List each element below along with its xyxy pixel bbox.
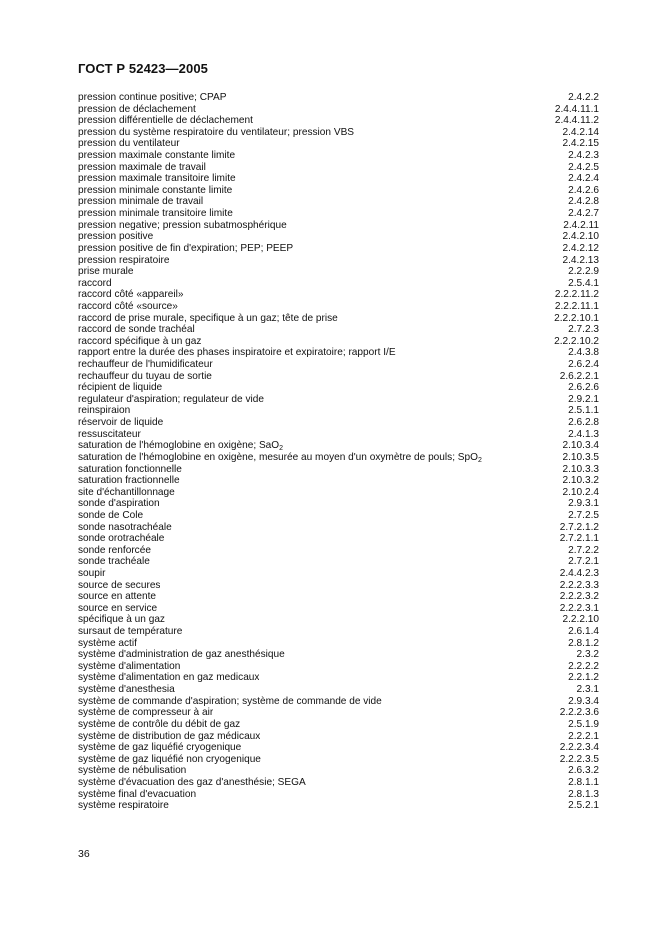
index-entry (78, 359, 599, 371)
index-term-text: prise murale (78, 266, 134, 278)
index-ref: 2.2.2.3.2 (559, 591, 599, 603)
index-ref: 2.8.1.2 (568, 637, 599, 649)
index-ref: 2.5.4.1 (568, 277, 599, 289)
index-entry (78, 672, 599, 684)
index-term (78, 522, 172, 534)
index-term (78, 347, 396, 359)
index-ref: 2.2.2.3.5 (559, 753, 599, 765)
index-entry (78, 800, 599, 812)
index-term (78, 138, 180, 150)
index-term (78, 707, 213, 719)
index-term (78, 487, 175, 499)
index-term (78, 394, 264, 406)
index-entry (78, 266, 599, 278)
index-entry (78, 313, 599, 325)
index-term (78, 162, 206, 174)
index-entry (78, 104, 599, 116)
index-term-text: source de secures (78, 579, 161, 591)
index-term-text: pression continue positive; CPAP (78, 92, 227, 103)
index-entry (78, 173, 599, 185)
index-term-text: saturation de l'hémoglobine en oxigène; SaO (78, 440, 280, 452)
index-ref: 2.2.2.3.4 (559, 742, 599, 754)
index-term-text: système de nébulisation (78, 765, 187, 777)
index-ref: 2.4.4.11.1 (554, 103, 599, 115)
index-entry (78, 150, 599, 162)
page-number: 36 (78, 848, 90, 860)
index-term (78, 545, 151, 557)
index-term-text: pression maximale transitoire limite (78, 173, 236, 185)
index-entry (78, 464, 599, 476)
index-term-text: système de gaz liquéfié cryogenique (78, 742, 242, 754)
index-term (78, 649, 285, 661)
index-ref: 2.7.2.1 (568, 556, 599, 568)
index-term (78, 719, 240, 731)
index-term (78, 638, 137, 650)
index-entry (78, 661, 599, 673)
index-ref: 2.6.2.6 (568, 382, 599, 394)
index-term-text: sursaut de température (78, 626, 183, 638)
index-term (78, 452, 482, 464)
index-term-text: pression minimale de travail (78, 196, 204, 208)
index-entry (78, 487, 599, 499)
index-term-text: système d'alimentation (78, 660, 181, 672)
index-ref: 2.4.2.8 (568, 196, 599, 208)
index-term-text: système actif (78, 637, 137, 649)
index-term-text: pression différentielle de déclachement (78, 115, 253, 127)
index-term-text: site d'échantillonnage (78, 486, 175, 498)
index-ref: 2.4.4.11.2 (554, 115, 599, 127)
index-term (78, 696, 382, 708)
index-entry (78, 580, 599, 592)
index-ref: 2.2.2.9 (568, 266, 599, 278)
index-entry (78, 162, 599, 174)
index-term-text: pression positive (78, 231, 154, 243)
index-term-text: pression maximale constante limite (78, 150, 236, 162)
index-entry (78, 115, 599, 127)
index-ref: 2.4.2.5 (568, 161, 599, 173)
index-term (78, 278, 112, 290)
index-ref: 2.5.1.9 (568, 718, 599, 730)
index-ref: 2.3.2 (576, 649, 599, 661)
term-index-list (78, 92, 599, 812)
index-term (78, 255, 169, 267)
index-entry (78, 533, 599, 545)
index-ref: 2.5.2.1 (568, 800, 599, 812)
index-term-text: système de contrôle du débit de gaz (78, 718, 241, 730)
index-term-text: système de distribution de gaz médicaux (78, 730, 261, 742)
index-term-subscript: 2 (478, 456, 482, 464)
index-term-text: sonde orotrachéale (78, 533, 165, 545)
index-term (78, 359, 213, 371)
index-entry (78, 789, 599, 801)
index-entry (78, 301, 599, 313)
index-term (78, 464, 182, 476)
index-ref: 2.7.2.1.1 (559, 533, 599, 545)
index-term-text: système d'alimentation en gaz medicaux (78, 672, 260, 684)
index-ref: 2.7.2.1.2 (559, 521, 599, 533)
index-term (78, 789, 196, 801)
index-term (78, 777, 306, 789)
document-header: ГОСТ Р 52423—2005 (78, 61, 208, 76)
index-term (78, 324, 195, 336)
index-term (78, 626, 182, 638)
index-ref: 2.10.2.4 (562, 486, 599, 498)
index-ref: 2.10.3.4 (562, 440, 599, 452)
index-term-text: système de gaz liquéfié non cryogenique (78, 753, 261, 765)
index-ref: 2.6.3.2 (568, 765, 599, 777)
index-entry (78, 382, 599, 394)
index-term-text: système d'anesthesia (78, 684, 175, 696)
index-term-text: pression de déclachement (78, 103, 196, 115)
index-ref: 2.2.2.2 (568, 660, 599, 672)
index-term-text: raccord (78, 277, 112, 289)
index-entry (78, 707, 599, 719)
index-entry (78, 220, 599, 232)
index-ref: 2.2.2.1 (568, 730, 599, 742)
index-term (78, 92, 227, 104)
index-term-text: raccord spécifique à un gaz (78, 335, 202, 347)
index-term (78, 754, 261, 766)
index-term-text: système d'évacuation des gaz d'anesthésie; SEGA (78, 776, 306, 788)
index-entry (78, 452, 599, 464)
index-term-text: système de commande d'aspiration; système de commande de vide (78, 695, 382, 707)
index-term-text: pression du système respiratoire du ventilateur; pression VBS (78, 126, 355, 138)
index-term-text: récipient de liquide (78, 382, 163, 394)
index-term-text: sonde de Cole (78, 509, 144, 521)
index-ref: 2.8.1.1 (568, 776, 599, 788)
index-ref: 2.7.2.3 (568, 324, 599, 336)
index-ref: 2.4.2.12 (562, 242, 599, 254)
index-term-text: regulateur d'aspiration; regulateur de vide (78, 393, 264, 405)
index-term (78, 731, 260, 743)
index-ref: 2.10.3.3 (562, 463, 599, 475)
index-entry (78, 614, 599, 626)
index-entry (78, 684, 599, 696)
index-ref: 2.6.2.4 (568, 359, 599, 371)
index-entry (78, 603, 599, 615)
index-term-text: pression minimale constante limite (78, 184, 233, 196)
index-entry (78, 626, 599, 638)
index-term-text: raccord côté «appareil» (78, 289, 184, 301)
index-term (78, 127, 354, 139)
index-term-subscript: 2 (279, 445, 284, 452)
index-entry (78, 127, 599, 139)
index-entry (78, 591, 599, 603)
index-ref: 2.4.4.2.3 (559, 567, 599, 579)
index-entry (78, 278, 599, 290)
index-ref: 2.2.2.11.2 (554, 289, 599, 301)
index-ref: 2.2.2.10 (562, 614, 599, 626)
index-term (78, 568, 106, 580)
index-term-text: soupir (78, 567, 106, 579)
index-term-text: sonde nasotrachéale (78, 521, 172, 533)
index-term-text: système d'administration de gaz anesthésique (78, 649, 285, 661)
index-term (78, 510, 143, 522)
index-entry (78, 336, 599, 348)
index-entry (78, 417, 599, 429)
index-term (78, 800, 169, 812)
index-term (78, 533, 164, 545)
index-ref: 2.7.2.2 (568, 544, 599, 556)
index-term (78, 405, 130, 417)
index-term-text: système respiratoire (78, 800, 169, 812)
index-entry (78, 696, 599, 708)
index-ref: 2.6.2.2.1 (559, 370, 599, 382)
index-entry (78, 522, 599, 534)
index-term-text: source en service (78, 602, 158, 614)
index-entry (78, 777, 599, 789)
index-entry (78, 185, 599, 197)
index-term (78, 417, 163, 429)
index-ref: 2.6.1.4 (568, 626, 599, 638)
index-ref: 2.9.2.1 (568, 393, 599, 405)
index-ref: 2.4.2.14 (562, 126, 599, 138)
index-ref: 2.5.1.1 (568, 405, 599, 417)
index-ref: 2.9.3.4 (568, 695, 599, 707)
index-ref: 2.4.2.13 (562, 254, 599, 266)
index-term (78, 266, 134, 278)
index-ref: 2.2.1.2 (568, 672, 599, 684)
index-entry (78, 440, 599, 452)
index-entry (78, 394, 599, 406)
index-term (78, 104, 196, 116)
index-entry (78, 765, 599, 777)
index-term-text: saturation fractionnelle (78, 475, 180, 487)
index-term-text: source en attente (78, 591, 156, 603)
index-term-text: pression maximale de travail (78, 161, 206, 173)
index-entry (78, 742, 599, 754)
index-term (78, 661, 180, 673)
index-ref: 2.4.2.15 (562, 138, 599, 150)
index-ref: 2.4.2.11 (563, 219, 599, 231)
index-term (78, 475, 180, 487)
index-ref: 2.2.2.3.3 (559, 579, 599, 591)
index-term (78, 440, 283, 452)
index-term (78, 231, 153, 243)
index-entry (78, 638, 599, 650)
index-entry (78, 545, 599, 557)
index-term (78, 185, 232, 197)
index-ref: 2.4.3.8 (568, 347, 599, 359)
index-entry (78, 405, 599, 417)
index-term (78, 243, 293, 255)
index-term (78, 313, 338, 325)
index-ref: 2.3.1 (576, 684, 599, 696)
index-term (78, 603, 157, 615)
index-entry (78, 475, 599, 487)
index-entry (78, 347, 599, 359)
index-entry (78, 92, 599, 104)
index-term (78, 684, 175, 696)
index-term-text: sonde renforcée (78, 544, 151, 556)
index-entry (78, 255, 599, 267)
index-entry (78, 498, 599, 510)
index-term-text: pression respiratoire (78, 254, 170, 266)
index-term-text: sonde d'aspiration (78, 498, 160, 510)
index-term-text: pression du ventilateur (78, 138, 180, 150)
index-term-text: rechauffeur du tuyau de sortie (78, 370, 212, 382)
index-entry (78, 289, 599, 301)
index-term (78, 382, 162, 394)
index-entry (78, 754, 599, 766)
index-ref: 2.4.2.10 (562, 231, 599, 243)
index-term (78, 289, 184, 301)
index-entry (78, 649, 599, 661)
index-term-text: système de compresseur à air (78, 707, 214, 719)
index-ref: 2.9.3.1 (568, 498, 599, 510)
index-term (78, 115, 253, 127)
index-ref: 2.6.2.8 (568, 417, 599, 429)
index-ref: 2.4.2.6 (568, 184, 599, 196)
index-entry (78, 243, 599, 255)
index-ref: 2.2.2.10.1 (554, 312, 599, 324)
index-ref: 2.7.2.5 (568, 509, 599, 521)
index-term (78, 220, 287, 232)
index-ref: 2.4.2.3 (568, 150, 599, 162)
index-entry (78, 138, 599, 150)
index-entry (78, 731, 599, 743)
index-entry (78, 324, 599, 336)
index-ref: 2.2.2.3.1 (559, 602, 599, 614)
index-term (78, 173, 236, 185)
index-term (78, 371, 212, 383)
index-term (78, 336, 201, 348)
index-term (78, 556, 150, 568)
index-ref: 2.4.2.7 (568, 208, 599, 220)
index-entry (78, 196, 599, 208)
index-term-text: ressuscitateur (78, 428, 141, 440)
index-term-text: rapport entre la durée des phases inspiratoire et expiratoire; rapport I/E (78, 347, 396, 359)
index-term-text: sonde trachéale (78, 556, 150, 568)
index-term-text: système final d'evacuation (78, 788, 197, 800)
index-term (78, 591, 156, 603)
index-term-text: saturation fonctionnelle (78, 463, 182, 475)
index-term-text: saturation de l'hémoglobine en oxigène, mesurée au moyen d'un oxymètre de pouls; SpO (78, 451, 478, 463)
index-term-text: raccord de sonde trachéal (78, 324, 195, 336)
index-entry (78, 719, 599, 731)
index-ref: 2.2.2.11.1 (554, 300, 599, 312)
index-ref: 2.4.2.4 (568, 173, 599, 185)
index-term (78, 208, 233, 220)
index-term-text: raccord de prise murale, specifique à un gaz; tête de prise (78, 312, 338, 324)
index-entry (78, 208, 599, 220)
index-term-text: réservoir de liquide (78, 417, 164, 429)
index-term-text: reinspiraion (78, 405, 131, 417)
index-term (78, 614, 165, 626)
index-ref: 2.10.3.2 (562, 475, 599, 487)
index-ref: 2.4.1.3 (568, 428, 599, 440)
index-entry (78, 429, 599, 441)
index-term-text: pression negative; pression subatmosphérique (78, 219, 287, 231)
index-entry (78, 510, 599, 522)
index-ref: 2.10.3.5 (562, 451, 599, 463)
index-term (78, 429, 141, 441)
index-term-text: raccord côté «source» (78, 300, 178, 312)
index-ref: 2.8.1.3 (568, 788, 599, 800)
index-ref: 2.4.2.2 (568, 92, 599, 103)
index-entry (78, 231, 599, 243)
index-term-text: pression positive de fin d'expiration; PEP; PEEP (78, 242, 294, 254)
index-term (78, 196, 203, 208)
index-term (78, 672, 259, 684)
index-term (78, 301, 178, 313)
index-term (78, 150, 235, 162)
index-ref: 2.2.2.10.2 (554, 335, 599, 347)
index-entry (78, 568, 599, 580)
index-term-text: rechauffeur de l'humidificateur (78, 359, 213, 371)
index-term-text: pression minimale transitoire limite (78, 208, 233, 220)
index-term (78, 498, 160, 510)
index-term (78, 580, 160, 592)
index-term (78, 765, 186, 777)
index-term (78, 742, 241, 754)
index-entry (78, 556, 599, 568)
index-term-text: spécifique à un gaz (78, 614, 165, 626)
index-ref: 2.2.2.3.6 (559, 707, 599, 719)
index-entry (78, 371, 599, 383)
